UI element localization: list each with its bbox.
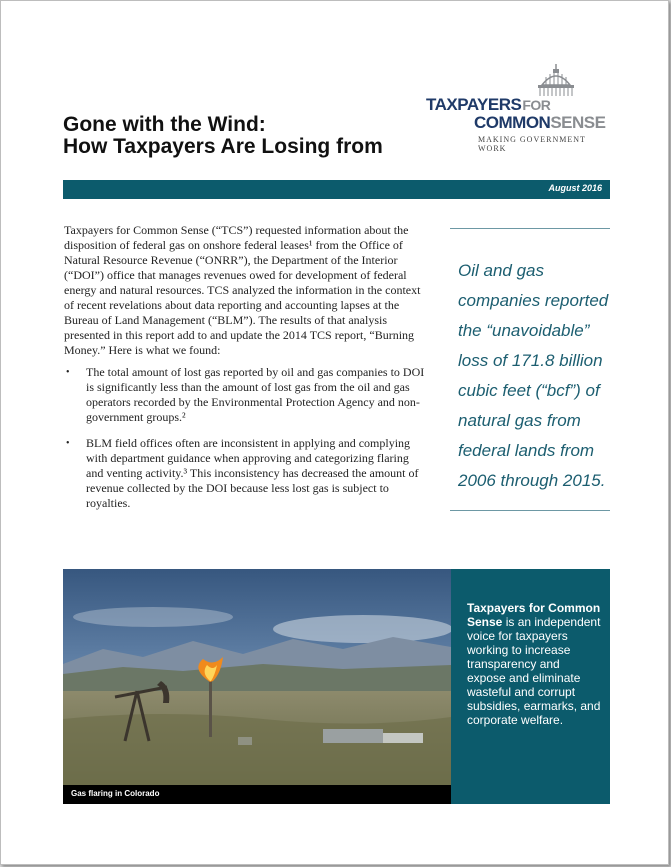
pull-quote-text: Oil and gas companies reported the “unavoidable” loss of 171.8 billion cubic feet (“bcf”) of natural gas from federal lands from 2006 through 2015. (458, 261, 609, 490)
logo-line-1 (426, 95, 550, 115)
publication-date: August 2016 (548, 183, 602, 193)
findings-list (64, 365, 426, 511)
capitol-dome-icon (534, 63, 578, 97)
about-description: is an independent voice for taxpayers working to increase transparency and expose and eliminate wasteful and corrupt subsidies, earmarks, and corporate welfare. (467, 615, 601, 727)
logo-word-common: COMMON (474, 113, 551, 132)
photo-illustration (63, 569, 451, 804)
logo-word-sense: SENSE (550, 113, 606, 132)
about-org-name: Taxpayers for Common Sense (467, 601, 601, 629)
finding-text: The total amount of lost gas reported by oil and gas companies to DOI is significantly less than the amount of lost gas from the oil and gas operators recorded by the Environmental Protection Agency and non-government groups.² (86, 365, 425, 424)
intro-paragraph: Taxpayers for Common Sense (“TCS”) requested information about the disposition of federal gas on onshore federal leases¹ from the Office of Natural Resource Revenue (“ONRR”), the Department of the Interior (“DOI”) office that manages revenues owed for development of federal energy and natural resources. TCS analyzed the information in the context of recent revelations about data reporting and accounting lapses at the Bureau of Land Management (“BLM”). The results of that analysis presented in this report add to and update the 2014 TCS report, “Burning Money.” Here is what we found: (64, 223, 421, 357)
header-band (63, 180, 610, 199)
finding-text: BLM field offices often are inconsistent in applying and complying with department guidance when approving and categorizing flaring and venting activity.³ This inconsistency has decreased the amount of revenue collected by the DOI because less lost gas is subject to royalties. (86, 436, 419, 510)
main-body (64, 223, 426, 522)
logo-line-2 (474, 113, 605, 133)
list-item: • BLM field offices often are inconsistent in applying and complying with department guidance when approving and categorizing flaring and venting activity.³ This inconsistency has decreased the amount of revenue collected by the DOI because less lost gas is subject to royalties. (66, 436, 419, 510)
about-box (451, 569, 610, 804)
logo-tagline: MAKING GOVERNMENT WORK (478, 135, 586, 153)
logo-word-taxpayers: TAXPAYERS (426, 95, 522, 114)
about-text (467, 601, 601, 727)
list-item: • The total amount of lost gas reported by oil and gas companies to DOI is significantly less than the amount of lost gas from the oil and gas operators recorded by the Environmental Protection Agency and non-government groups.² (66, 365, 425, 424)
photo-caption: Gas flaring in Colorado (71, 789, 160, 798)
title-line-2: How Taxpayers Are Losing from (63, 135, 383, 158)
page-title (63, 114, 443, 158)
photo-caption-bar (63, 785, 451, 804)
title-line-1: Gone with the Wind: (63, 113, 266, 136)
pull-quote (450, 228, 610, 511)
gas-flaring-photo (63, 569, 451, 804)
logo-word-for: FOR (522, 97, 551, 113)
tcs-logo (426, 63, 616, 153)
